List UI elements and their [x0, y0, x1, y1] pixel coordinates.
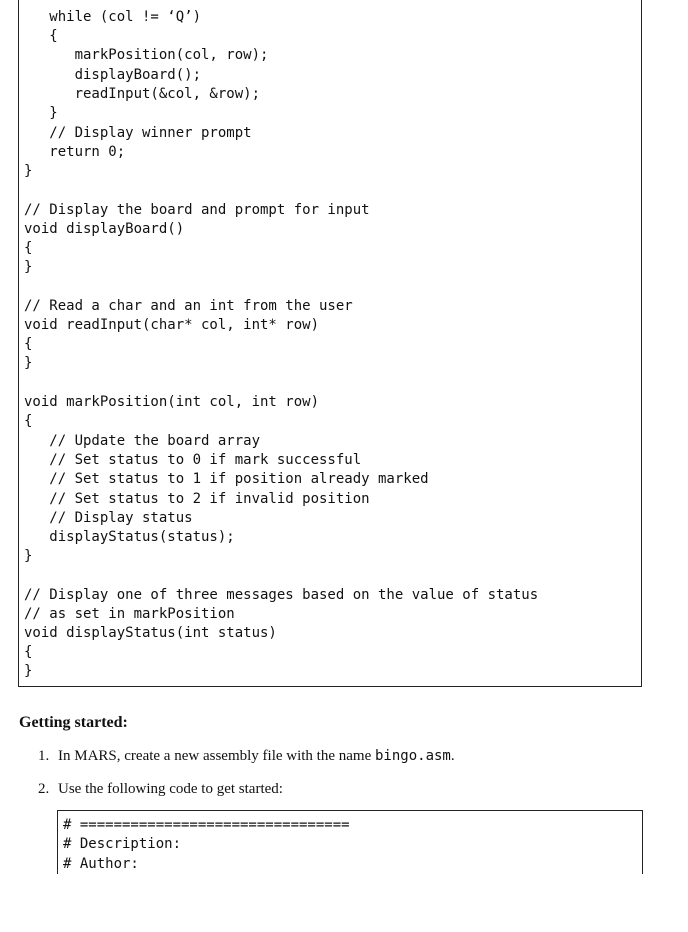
- code-line: {: [24, 28, 58, 44]
- list-item-text: Use the following code to get started:: [58, 781, 283, 797]
- list-item-step-1: [38, 748, 455, 765]
- list-item-number: 2.: [38, 781, 50, 797]
- code-line: {: [24, 644, 33, 660]
- code-line: // Display the board and prompt for input: [24, 202, 370, 218]
- code-line: {: [24, 413, 33, 429]
- code-line: // Set status to 0 if mark successful: [24, 452, 362, 468]
- code-line: // Display status: [24, 510, 193, 526]
- code-line: # Author:: [63, 856, 139, 872]
- code-block-c-source: [18, 0, 642, 687]
- code-line: {: [24, 336, 33, 352]
- code-line: // Read a char and an int from the user: [24, 298, 353, 314]
- code-line: }: [24, 548, 33, 564]
- section-heading: Getting started:: [19, 714, 128, 731]
- code-block-assembly-starter: [57, 810, 643, 874]
- code-line: displayStatus(status);: [24, 529, 235, 545]
- code-line: // Display one of three messages based on the value of status: [24, 587, 539, 603]
- code-line: markPosition(col, row);: [24, 47, 269, 63]
- list-item-text: In MARS, create a new assembly file with the name: [58, 748, 375, 764]
- code-line: readInput(&col, &row);: [24, 86, 261, 102]
- list-item-step-2: [38, 781, 283, 798]
- list-item-text-end: .: [450, 748, 455, 764]
- code-line: void displayStatus(int status): [24, 625, 277, 641]
- code-line: }: [24, 259, 33, 275]
- code-line: while (col != ‘Q’): [24, 9, 202, 25]
- code-line: return 0;: [24, 144, 126, 160]
- code-line: // Set status to 2 if invalid position: [24, 491, 370, 507]
- code-line: }: [24, 105, 58, 121]
- code-line: # ================================: [63, 817, 350, 833]
- code-line: # Description:: [63, 836, 182, 852]
- code-line: displayBoard();: [24, 67, 202, 83]
- code-line: // Display winner prompt: [24, 125, 252, 141]
- inline-code-filename: bingo.asm: [375, 748, 451, 764]
- code-line: // as set in markPosition: [24, 606, 235, 622]
- code-line: void markPosition(int col, int row): [24, 394, 320, 410]
- code-line: }: [24, 663, 33, 679]
- code-line: // Set status to 1 if position already marked: [24, 471, 429, 487]
- list-item-number: 1.: [38, 748, 50, 764]
- code-line: }: [24, 355, 33, 371]
- code-line: // Update the board array: [24, 433, 261, 449]
- code-line: }: [24, 163, 33, 179]
- code-line: void displayBoard(): [24, 221, 185, 237]
- code-line: {: [24, 240, 33, 256]
- code-line: void readInput(char* col, int* row): [24, 317, 320, 333]
